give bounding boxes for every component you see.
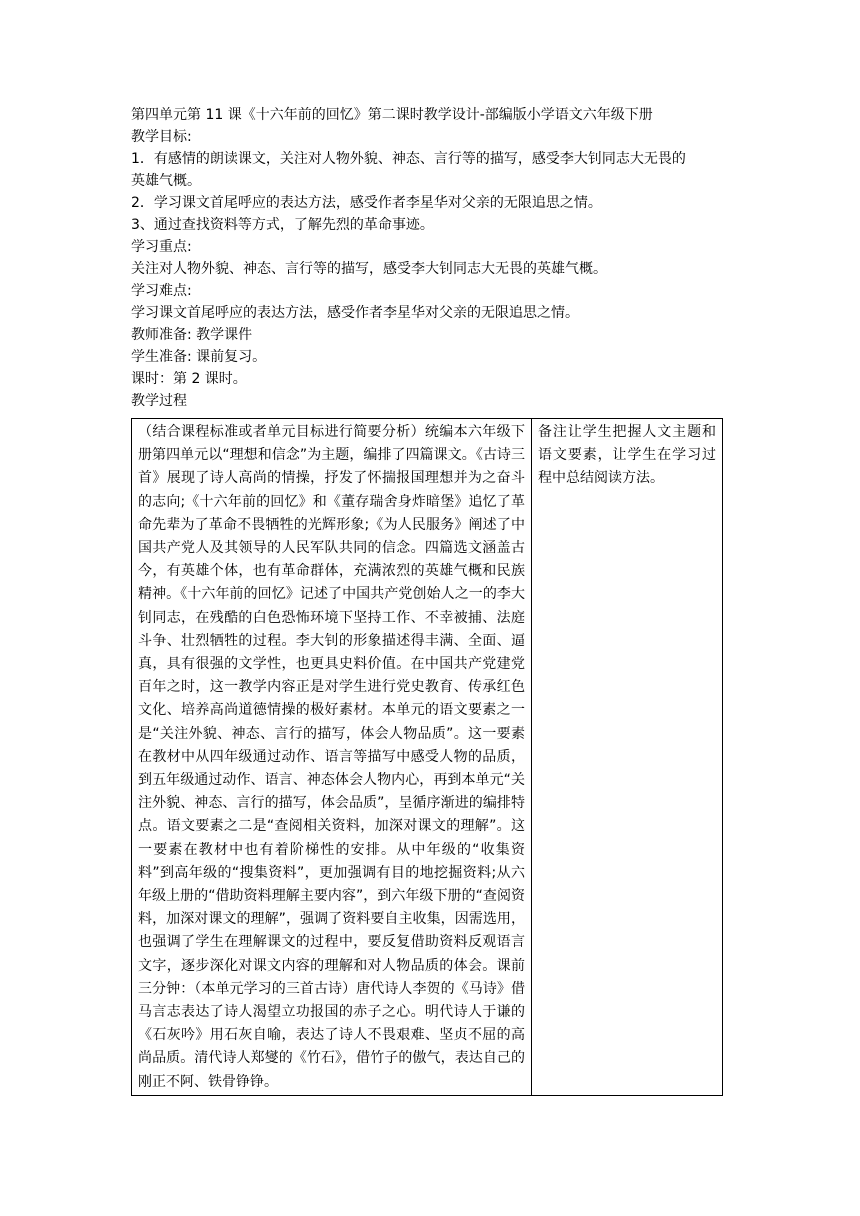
goals-heading: 教学目标: — [131, 129, 192, 145]
difficulties-heading: 学习难点: — [131, 283, 192, 299]
document-title: 第四单元第 11 课《十六年前的回忆》第二课时教学设计-部编版小学语文六年级下册 — [131, 107, 653, 123]
lesson-plan-header — [131, 104, 731, 412]
process-main-text: （结合课程标准或者单元目标进行简要分析）统编本六年级下册第四单元以“理想和信念”为主题，编排了四篇课文。《古诗三首》展现了诗人高尚的情操，抒发了怀揣报国理想并为之奋斗的志向;《十六年前的回忆》和《董存瑞舍身炸暗堡》追忆了革命先辈为了革命不畏牺牲的光辉形象;《为人民服务》阐述了中国共产党人及其领导的人民军队共同的信念。四篇选文涵盖古今，有英雄个体，也有革命群体，充满浓烈的英雄气概和民族精神。《十六年前的回忆》记述了中国共产党创始人之一的李大钊同志，在残酷的白色恐怖环境下坚持工作、不幸被捕、法庭斗争、壮烈牺牲的过程。李大钊的形象描述得丰满、全面、逼真，具有很强的文学性，也更具史料价值。在中国共产党建党百年之时，这一教学内容正是对学生进行党史教育、传承红色文化、培养高尚道德情操的极好素材。本单元的语文要素之一是“关注外貌、神态、言行的描写，体会人物品质”。这一要素在教材中从四年级通过动作、语言等描写中感受人物的品质，到五年级通过动作、语言、神态体会人物内心，再到本单元“关注外貌、神态、言行的描写，体会品质”，呈循序渐进的编排特点。语文要素之二是“查阅相关资料，加深对课文的理解”。这一要素在教材中也有着阶梯性的安排。从中年级的“收集资料”到高年级的“搜集资料”，更加强调有目的地挖掘资料;从六年级上册的“借助资料理解主要内容”，到六年级下册的“查阅资料，加深对课文的理解”，强调了资料要自主收集，因需选用，也强调了学生在理解课文的过程中，要反复借助资料反观语言文字，逐步深化对课文内容的理解和对人物品质的体会。课前三分钟：（本单元学习的三首古诗）唐代诗人李贺的《马诗》借马言志表达了诗人渴望立功报国的赤子之心。明代诗人于谦的《石灰吟》用石灰自喻，表达了诗人不畏艰难、坚贞不屈的高尚品质。清代诗人郑燮的《竹石》，借竹子的傲气，表达自己的刚正不阿、铁骨铮铮。 — [138, 424, 525, 1090]
student-prep: 学生准备: 课前复习。 — [131, 349, 267, 365]
teacher-prep: 教师准备: 教学课件 — [131, 327, 253, 343]
process-heading: 教学过程 — [131, 393, 187, 409]
goal-item-1-line-2: 英雄气概。 — [131, 173, 201, 189]
goal-item-1-line-1: 1．有感情的朗读课文，关注对人物外貌、神态、言行等的描写，感受李大钊同志大无畏的 — [131, 151, 686, 167]
difficulties-text: 学习课文首尾呼应的表达方法，感受作者李星华对父亲的无限追思之情。 — [131, 305, 579, 321]
key-points-text: 关注对人物外貌、神态、言行等的描写，感受李大钊同志大无畏的英雄气概。 — [131, 261, 607, 277]
goal-item-3: 3、通过查找资料等方式，了解先烈的革命事迹。 — [131, 217, 434, 233]
process-note-text: 备注让学生把握人文主题和语文要素，让学生在学习过程中总结阅读方法。 — [538, 424, 716, 487]
teaching-process-table — [131, 418, 723, 1096]
goal-item-2: 2．学习课文首尾呼应的表达方法，感受作者李星华对父亲的无限追思之情。 — [131, 195, 602, 211]
process-main-cell — [132, 419, 532, 1096]
table-row — [132, 419, 723, 1096]
process-note-cell — [532, 419, 723, 1096]
class-hours: 课时：第 2 课时。 — [131, 371, 247, 387]
key-points-heading: 学习重点: — [131, 239, 192, 255]
